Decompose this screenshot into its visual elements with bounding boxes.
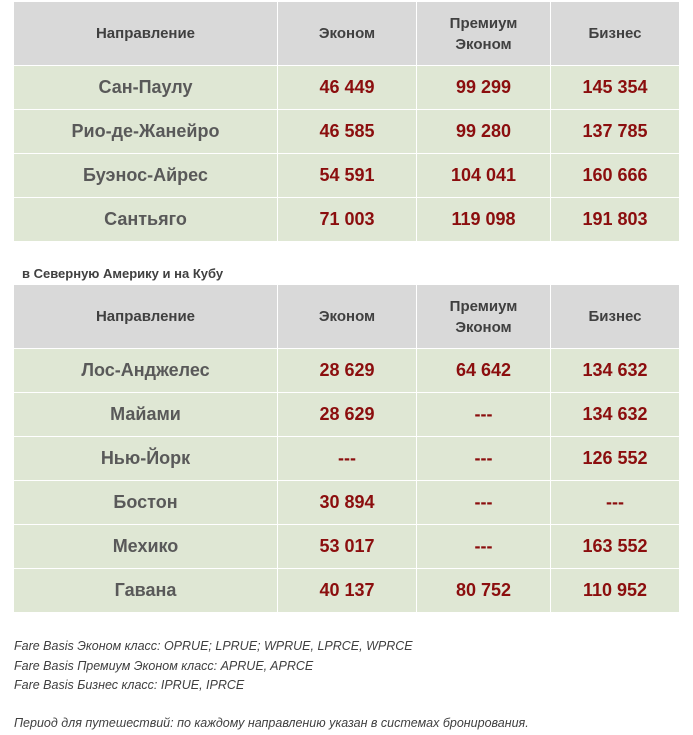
table-row <box>14 525 679 569</box>
business-price: 145 354 <box>551 66 679 110</box>
business-price: 134 632 <box>551 393 679 437</box>
economy-price: 30 894 <box>278 481 417 525</box>
city-cell: Мехико <box>14 525 278 569</box>
north-america-section-title: в Северную Америку и на Кубу <box>22 266 224 281</box>
table-row <box>14 198 679 241</box>
notes-spacer <box>14 696 529 714</box>
economy-price: 53 017 <box>278 525 417 569</box>
economy-price: 28 629 <box>278 349 417 393</box>
premium-price: 99 280 <box>417 110 551 154</box>
header-premium-economy <box>417 285 551 349</box>
city-cell: Сан-Паулу <box>14 66 278 110</box>
city-cell: Лос-Анджелес <box>14 349 278 393</box>
city-cell: Буэнос-Айрес <box>14 154 278 198</box>
city-cell: Гавана <box>14 569 278 612</box>
economy-price: 28 629 <box>278 393 417 437</box>
premium-price: --- <box>417 525 551 569</box>
travel-period-note: Период для путешествий: по каждому направлению указан в системах бронирования. <box>14 715 529 730</box>
header-business: Бизнес <box>551 285 679 349</box>
table-header-row <box>14 2 679 66</box>
north-america-fares-table <box>14 285 679 612</box>
premium-price: 104 041 <box>417 154 551 198</box>
table-row <box>14 393 679 437</box>
economy-price: 40 137 <box>278 569 417 612</box>
table-row <box>14 481 679 525</box>
premium-price: --- <box>417 393 551 437</box>
business-price: 110 952 <box>551 569 679 612</box>
table-row <box>14 110 679 154</box>
fare-basis-premium-note: Fare Basis Премиум Эконом класс: APRUE, APRCE <box>14 658 314 673</box>
business-price: 137 785 <box>551 110 679 154</box>
city-cell: Майами <box>14 393 278 437</box>
header-premium-economy <box>417 2 551 66</box>
premium-price: 80 752 <box>417 569 551 612</box>
economy-price: 71 003 <box>278 198 417 241</box>
table-row <box>14 349 679 393</box>
economy-price: 46 449 <box>278 66 417 110</box>
table-row <box>14 154 679 198</box>
city-cell: Нью-Йорк <box>14 437 278 481</box>
table-row <box>14 569 679 612</box>
header-premium-line2: Эконом <box>455 35 512 53</box>
fare-basis-business-note: Fare Basis Бизнес класс: IPRUE, IPRCE <box>14 678 245 692</box>
business-price: 134 632 <box>551 349 679 393</box>
business-price: 163 552 <box>551 525 679 569</box>
header-direction: Направление <box>14 285 278 349</box>
economy-price: 54 591 <box>278 154 417 198</box>
premium-price: 119 098 <box>417 198 551 241</box>
business-price: 160 666 <box>551 154 679 198</box>
header-economy: Эконом <box>278 285 417 349</box>
premium-price: 99 299 <box>417 66 551 110</box>
economy-price: --- <box>278 437 417 481</box>
header-premium-line1: Премиум <box>449 14 518 32</box>
fare-basis-economy-note: Fare Basis Эконом класс: OPRUE; LPRUE; WPRUE, LPRCE, WPRCE <box>14 639 413 653</box>
header-economy: Эконом <box>278 2 417 66</box>
header-direction: Направление <box>14 2 278 66</box>
city-cell: Сантьяго <box>14 198 278 241</box>
fare-notes <box>14 637 529 733</box>
business-price: 191 803 <box>551 198 679 241</box>
premium-price: 64 642 <box>417 349 551 393</box>
south-america-fares-table <box>14 2 679 241</box>
header-premium-line2: Эконом <box>455 318 512 336</box>
premium-price: --- <box>417 437 551 481</box>
premium-price: --- <box>417 481 551 525</box>
table-header-row <box>14 285 679 349</box>
table-row <box>14 437 679 481</box>
city-cell: Рио-де-Жанейро <box>14 110 278 154</box>
business-price: 126 552 <box>551 437 679 481</box>
city-cell: Бостон <box>14 481 278 525</box>
table-row <box>14 66 679 110</box>
economy-price: 46 585 <box>278 110 417 154</box>
business-price: --- <box>551 481 679 525</box>
header-premium-line1: Премиум <box>449 297 518 315</box>
header-business: Бизнес <box>551 2 679 66</box>
